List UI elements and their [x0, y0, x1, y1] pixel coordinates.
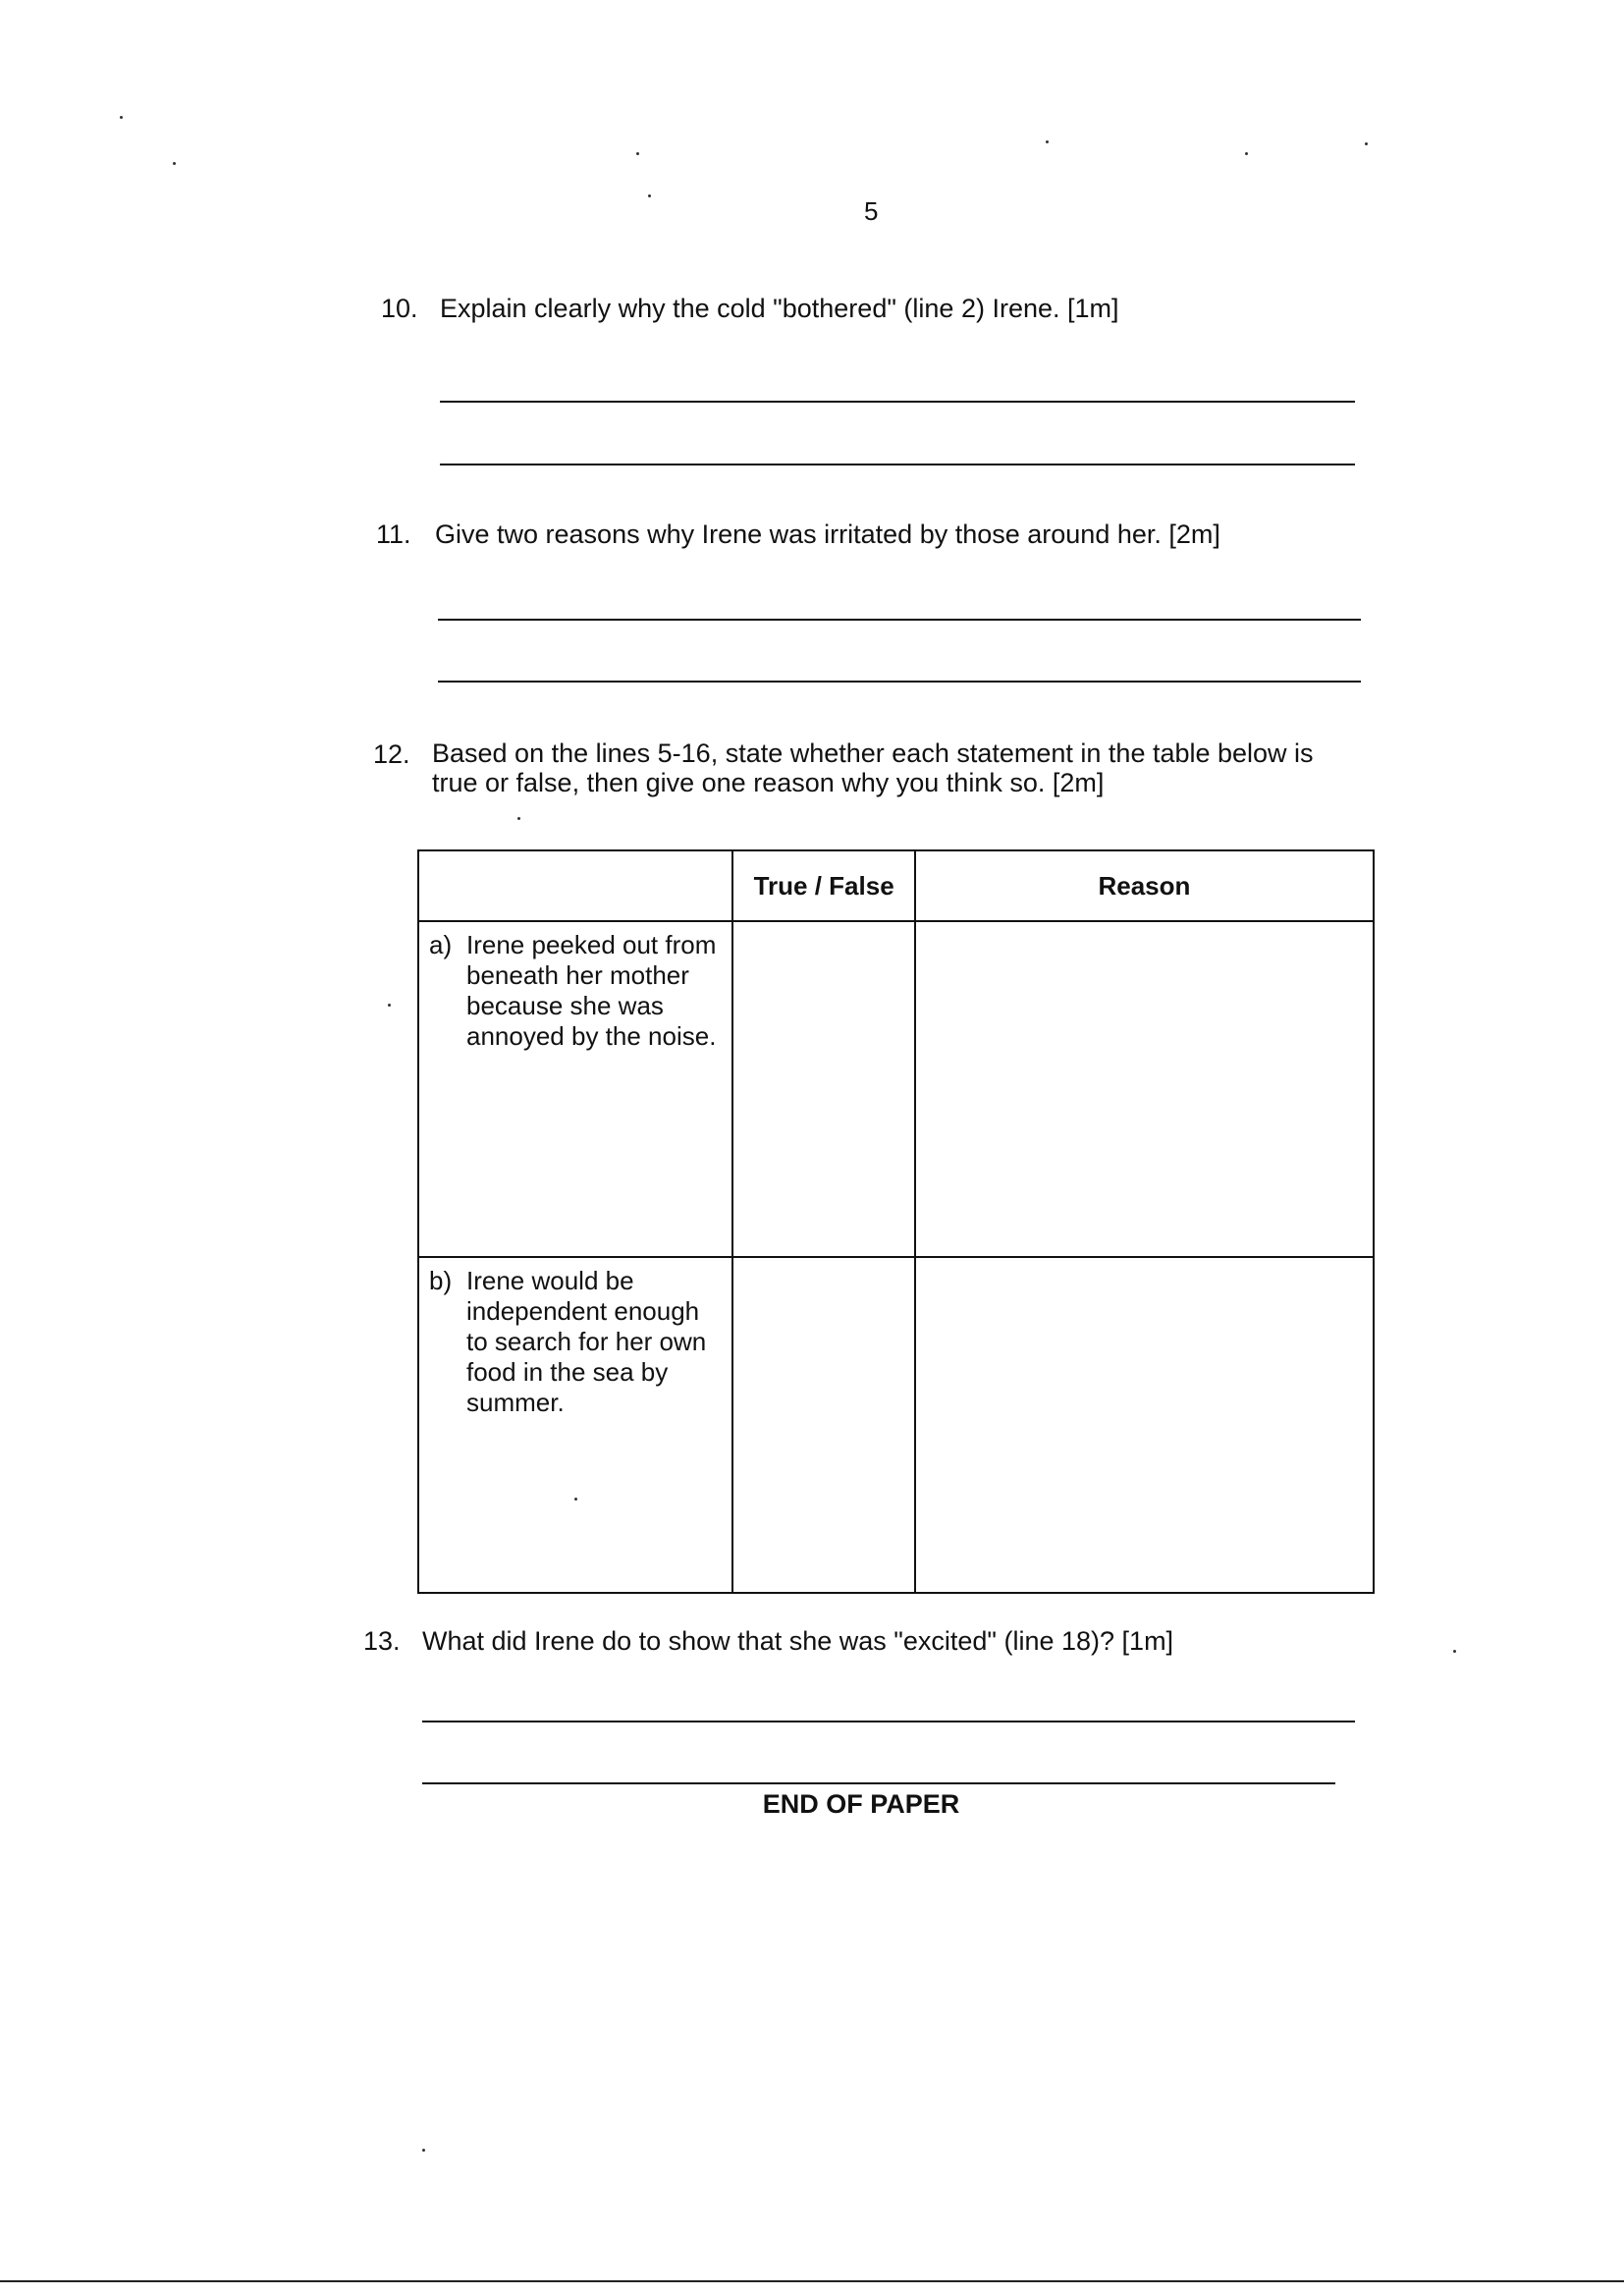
scan-speck	[173, 162, 176, 165]
scan-speck	[648, 194, 651, 197]
question-12	[373, 738, 1414, 807]
end-of-paper-text: END OF PAPER	[762, 1789, 960, 1819]
statement-cell	[418, 921, 732, 1257]
header-true-false: True / False	[732, 850, 914, 921]
scan-speck	[422, 2149, 425, 2152]
table-header-row	[418, 850, 1374, 921]
scan-speck	[120, 116, 123, 119]
statement-letter: b)	[429, 1266, 453, 1295]
scan-speck	[1245, 152, 1248, 155]
true-false-table	[417, 849, 1375, 1594]
question-10	[381, 293, 1402, 332]
scan-speck	[1453, 1650, 1456, 1653]
scan-speck	[574, 1498, 577, 1501]
header-reason: Reason	[915, 850, 1374, 921]
statement-text: Irene would be independent enough to search for her own food in the sea by summer.	[466, 1266, 707, 1417]
statement-letter: a)	[429, 930, 453, 959]
scan-speck	[1046, 140, 1049, 143]
answer-line-q13-1[interactable]	[422, 1721, 1355, 1722]
question-text: What did Irene do to show that she was "excited" (line 18)? [1m]	[422, 1626, 1174, 1656]
true-false-answer-cell[interactable]	[732, 921, 914, 1257]
scan-speck	[388, 1004, 391, 1007]
answer-line-q13-2[interactable]	[422, 1782, 1335, 1784]
header-statement	[418, 850, 732, 921]
scan-speck	[1365, 142, 1368, 145]
statement-cell	[418, 1257, 732, 1593]
question-11	[376, 519, 1407, 558]
scan-speck	[636, 152, 639, 155]
scan-speck	[517, 817, 520, 820]
table-row	[418, 921, 1374, 1257]
page-number: 5	[864, 196, 879, 226]
answer-line-q11-1[interactable]	[438, 619, 1361, 621]
table-row	[418, 1257, 1374, 1593]
question-number: 11.	[376, 519, 411, 549]
question-number: 13.	[363, 1626, 401, 1656]
question-number: 12.	[373, 739, 410, 769]
answer-line-q10-1[interactable]	[440, 401, 1355, 403]
answer-line-q10-2[interactable]	[440, 464, 1355, 465]
bottom-edge-rule	[0, 2280, 1624, 2282]
question-text: Based on the lines 5-16, state whether each statement in the table below is true or false, then give one reason why you think so. [2m]	[432, 738, 1314, 797]
reason-answer-cell[interactable]	[915, 1257, 1374, 1593]
question-13	[363, 1625, 1404, 1665]
answer-line-q11-2[interactable]	[438, 681, 1361, 683]
statement-text: Irene peeked out from beneath her mother because she was annoyed by the noise.	[466, 930, 717, 1051]
true-false-answer-cell[interactable]	[732, 1257, 914, 1593]
reason-answer-cell[interactable]	[915, 921, 1374, 1257]
question-text: Give two reasons why Irene was irritated by those around her. [2m]	[435, 519, 1220, 549]
question-number: 10.	[381, 294, 418, 323]
question-text: Explain clearly why the cold "bothered" (line 2) Irene. [1m]	[440, 294, 1119, 323]
